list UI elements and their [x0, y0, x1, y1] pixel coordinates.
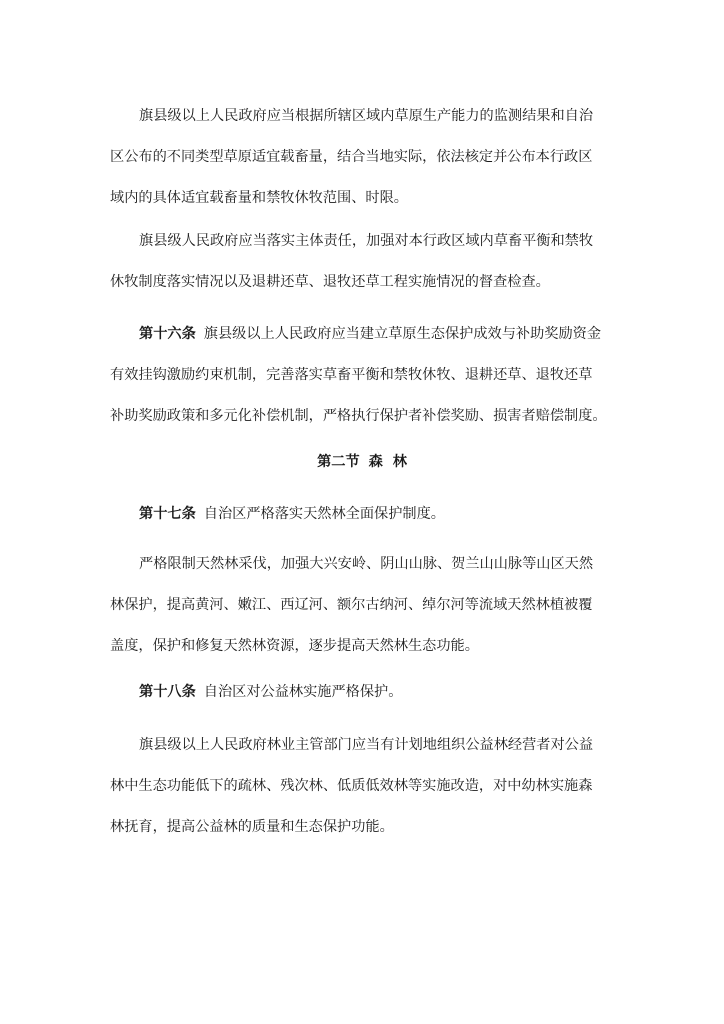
section-heading — [0, 450, 724, 474]
paragraph-public-forest — [110, 733, 610, 839]
paragraph-supervision — [110, 229, 610, 294]
text-line: 补助奖励政策和多元化补偿机制，严格执行保护者补偿奖励、损害者赔偿制度。 — [110, 408, 607, 425]
section-heading-title: 森 林 — [368, 454, 407, 470]
text-line: 旗县级人民政府应当落实主体责任，加强对本行政区域内草畜平衡和禁牧 — [139, 233, 594, 249]
article-18-label: 第十八条 — [139, 684, 196, 700]
text-line: 域内的具体适宜载畜量和禁牧休牧范围、时限。 — [110, 190, 408, 207]
section-heading-prefix: 第二节 — [317, 454, 360, 470]
text-line: 休牧制度落实情况以及退耕还草、退牧还草工程实施情况的督查检查。 — [110, 274, 550, 291]
paragraph-natural-forest — [110, 552, 610, 658]
text-line: 林中生态功能低下的疏林、残次林、低质低效林等实施改造，对中幼林实施森 — [110, 778, 593, 795]
text-line: 严格限制天然林采伐，加强大兴安岭、阴山山脉、贺兰山山脉等山区天然 — [139, 556, 594, 572]
article-16 — [110, 322, 610, 428]
article-17-label: 第十七条 — [139, 506, 196, 522]
article-16-text: 旗县级以上人民政府应当建立草原生态保护成效与补助奖励资金 — [203, 326, 602, 342]
text-line: 旗县级以上人民政府应当根据所辖区域内草原生产能力的监测结果和自治 — [139, 108, 594, 124]
text-line: 林保护，提高黄河、嫩江、西辽河、额尔古纳河、绰尔河等流域天然林植被覆 — [110, 597, 593, 614]
article-16-label: 第十六条 — [139, 326, 196, 342]
article-18 — [110, 680, 610, 704]
text-line — [110, 680, 610, 704]
paragraph-carrying-capacity — [110, 104, 610, 210]
text-line: 有效挂钩激励约束机制，完善落实草畜平衡和禁牧休牧、退耕还草、退牧还草 — [110, 367, 593, 384]
text-line: 区公布的不同类型草原适宜载畜量，结合当地实际，依法核定并公布本行政区 — [110, 149, 593, 166]
text-line: 盖度，保护和修复天然林资源，逐步提高天然林生态功能。 — [110, 638, 479, 655]
article-17-text: 自治区严格落实天然林全面保护制度。 — [203, 506, 445, 522]
text-line — [110, 322, 610, 346]
text-line — [110, 502, 610, 526]
article-17 — [110, 502, 610, 526]
text-line: 旗县级以上人民政府林业主管部门应当有计划地组织公益林经营者对公益 — [139, 737, 594, 753]
text-line: 林抚育，提高公益林的质量和生态保护功能。 — [110, 819, 394, 836]
article-18-text: 自治区对公益林实施严格保护。 — [203, 684, 403, 700]
